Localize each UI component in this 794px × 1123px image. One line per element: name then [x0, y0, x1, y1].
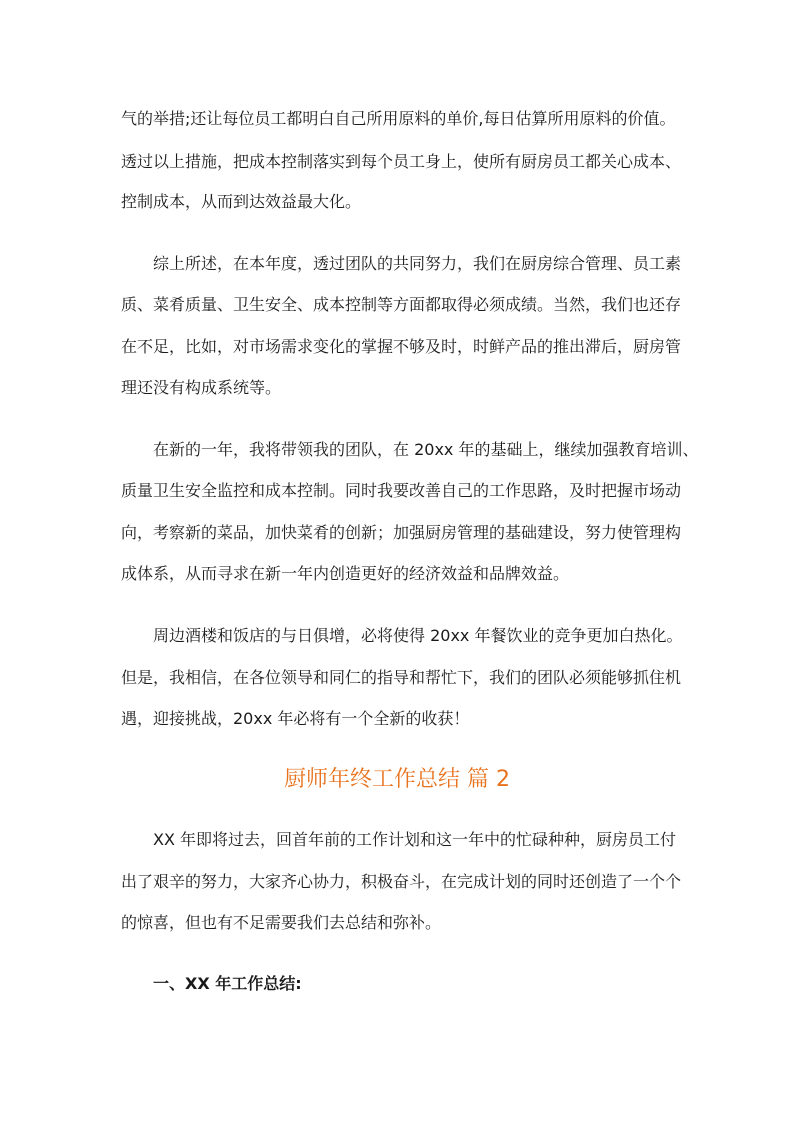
- section-title: 厨师年终工作总结 篇 2: [284, 767, 510, 792]
- paragraph-line: 综上所述，在本年度，透过团队的共同努力，我们在厨房综合管理、员工素: [153, 254, 682, 273]
- paragraph-line: 周边酒楼和饭店的与日俱增，必将使得 20xx 年餐饮业的竞争更加白热化。: [153, 626, 683, 645]
- paragraph-line: 的惊喜，但也有不足需要我们去总结和弥补。: [121, 913, 442, 932]
- paragraph-line: 成体系，从而寻求在新一年内创造更好的经济效益和品牌效益。: [121, 564, 570, 583]
- paragraph-line: 质量卫生安全监控和成本控制。同时我要改善自己的工作思路，及时把握市场动: [121, 481, 682, 500]
- paragraph-line: 气的举措;还让每位员工都明白自己所用原料的单价,每日估算所用原料的价值。: [121, 109, 676, 128]
- paragraph-line: 在新的一年，我将带领我的团队，在 20xx 年的基础上，继续加强教育培训、: [153, 440, 699, 459]
- paragraph-line: 透过以上措施，把成本控制落实到每个员工身上，使所有厨房员工都关心成本、: [121, 152, 682, 171]
- paragraph-line: 理还没有构成系统等。: [121, 378, 282, 397]
- paragraph-line: 向，考察新的菜品，加快菜肴的创新；加强厨房管理的基础建设，努力使管理构: [121, 523, 682, 542]
- paragraph-line: 控制成本，从而到达效益最大化。: [121, 192, 362, 211]
- subheading: 一、XX 年工作总结:: [153, 974, 302, 993]
- paragraph-line: XX 年即将过去，回首年前的工作计划和这一年中的忙碌种种，厨房员工付: [153, 830, 677, 849]
- paragraph-line: 出了艰辛的努力，大家齐心协力，积极奋斗，在完成计划的同时还创造了一个个: [121, 872, 682, 891]
- paragraph-line: 在不足，比如，对市场需求变化的掌握不够及时，时鲜产品的推出滞后，厨房管: [121, 337, 682, 356]
- paragraph-line: 但是，我相信，在各位领导和同仁的指导和帮忙下，我们的团队必须能够抓住机: [121, 668, 682, 687]
- paragraph-line: 质、菜肴质量、卫生安全、成本控制等方面都取得必须成绩。当然，我们也还存: [121, 295, 682, 314]
- paragraph-line: 遇，迎接挑战，20xx 年必将有一个全新的收获！: [121, 709, 470, 728]
